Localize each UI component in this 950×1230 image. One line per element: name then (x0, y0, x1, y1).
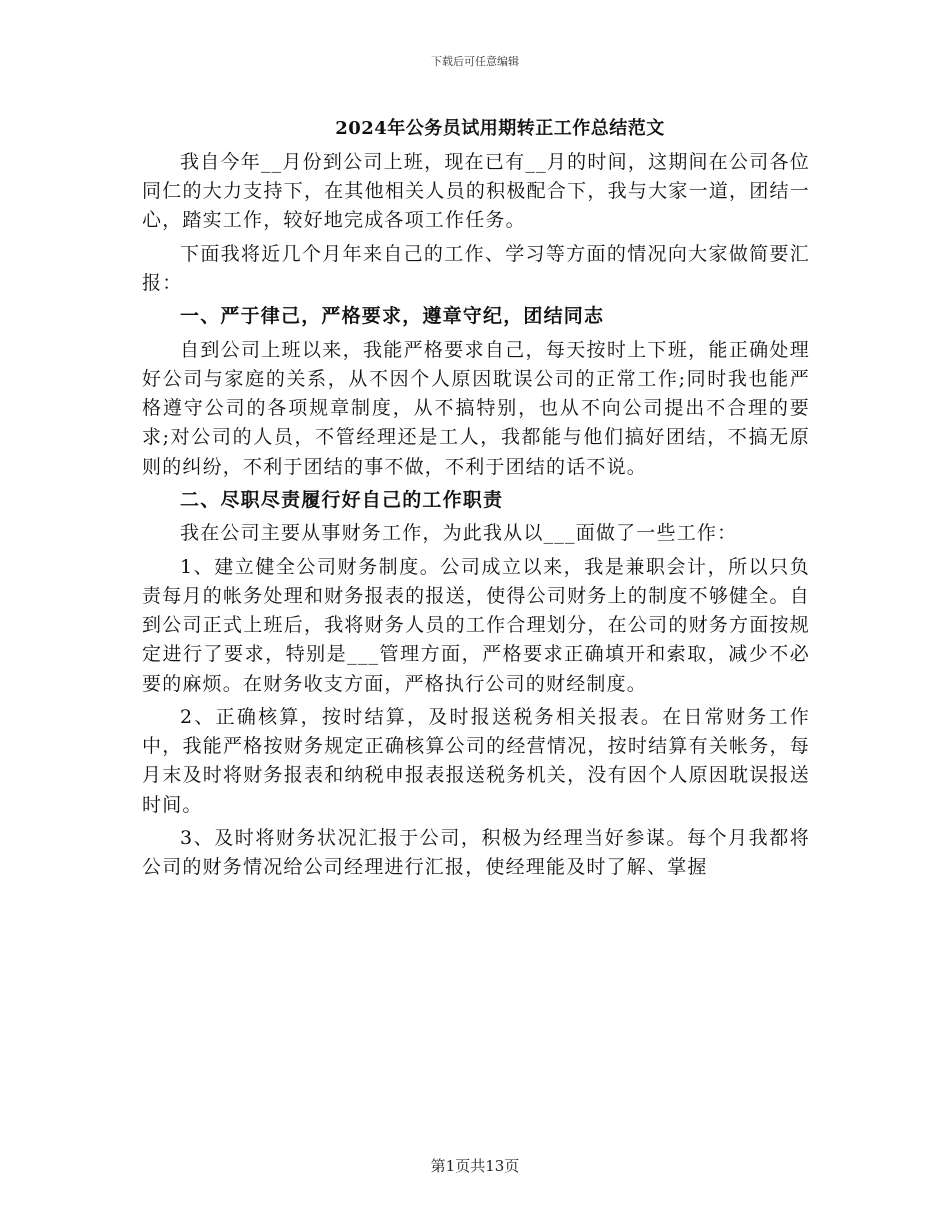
body-paragraph: 2、正确核算，按时结算，及时报送税务相关报表。在日常财务工作中，我能严格按财务规定正确核算公司的经营情况，按时结算有关帐务，每月末及时将财务报表和纳税申报表报送税务机关，没有因个人原因耽误报送时间。 (142, 705, 810, 816)
body-paragraph: 下面我将近几个月年来自己的工作、学习等方面的情况向大家做简要汇报： (142, 242, 810, 294)
body-paragraph: 1、建立健全公司财务制度。公司成立以来，我是兼职会计，所以只负责每月的帐务处理和财务报表的报送，使得公司财务上的制度不够健全。自到公司正式上班后，我将财务人员的工作合理划分，在公司的财务方面按规定进行了要求，特别是___管理方面，严格要求正确填开和索取，减少不必要的麻烦。在财务收支方面，严格执行公司的财经制度。 (142, 555, 810, 695)
page-header-note: 下载后可任意编辑 (431, 55, 519, 68)
document-title: 2024年公务员试用期转正工作总结范文 (335, 118, 665, 139)
body-paragraph: 自到公司上班以来，我能严格要求自己，每天按时上下班，能正确处理好公司与家庭的关系，从不因个人原因耽误公司的正常工作;同时我也能严格遵守公司的各项规章制度，从不搞特别，也从不向公司提出不合理的要求;对公司的人员，不管经理还是工人，我都能与他们搞好团结，不搞无原则的纠纷，不利于团结的事不做，不利于团结的话不说。 (142, 338, 810, 478)
body-paragraph: 我自今年__月份到公司上班，现在已有__月的时间，这期间在公司各位同仁的大力支持下，在其他相关人员的积极配合下，我与大家一道，团结一心，踏实工作，较好地完成各项工作任务。 (142, 151, 810, 232)
body-paragraph: 3、及时将财务状况汇报于公司，积极为经理当好参谋。每个月我都将公司的财务情况给公司经理进行汇报，使经理能及时了解、掌握 (142, 826, 810, 879)
body-paragraph: 我在公司主要从事财务工作，为此我从以___面做了一些工作： (180, 522, 738, 545)
page-footer: 第1页共13页 (430, 1157, 520, 1175)
document-body (142, 148, 810, 887)
section-heading: 二、尽职尽责履行好自己的工作职责 (180, 488, 504, 511)
section-heading: 一、严于律己，严格要求，遵章守纪，团结同志 (180, 305, 605, 328)
